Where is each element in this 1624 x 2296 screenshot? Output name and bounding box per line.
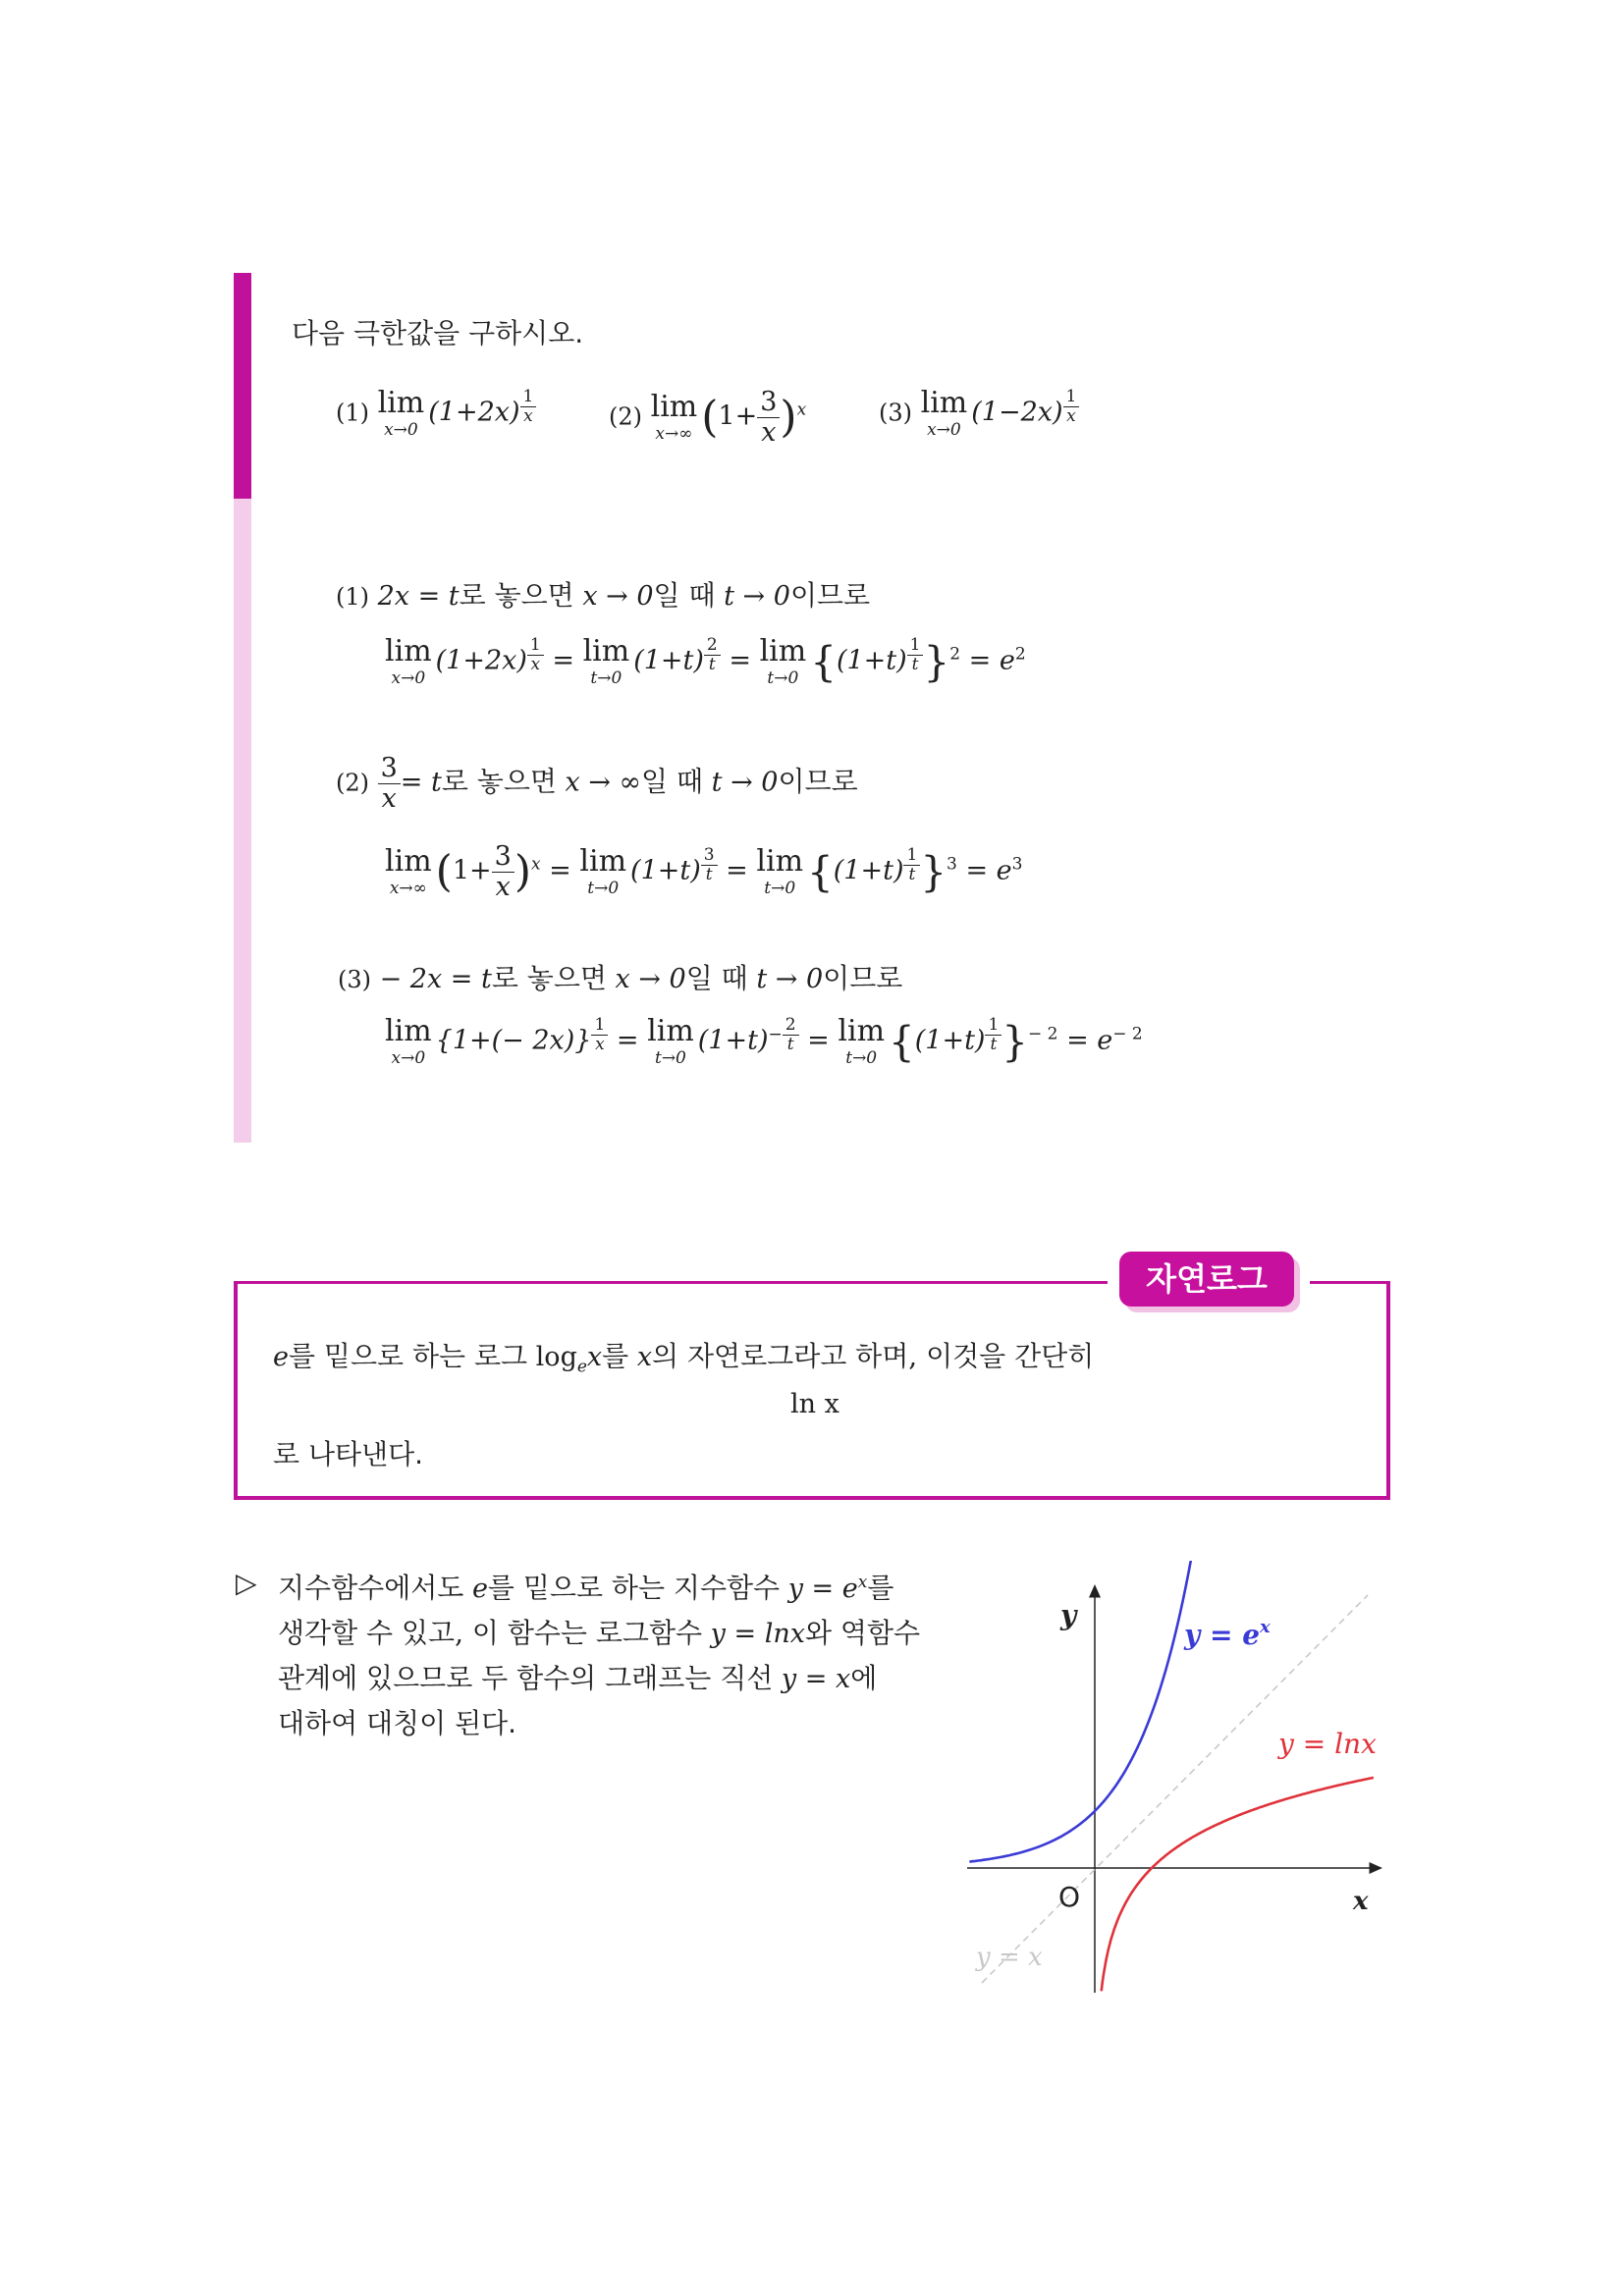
note-line-4: 대하여 대칭이 된다. <box>278 1707 517 1739</box>
note-line-3: 관계에 있으므로 두 함수의 그래프는 직선 y = x에 <box>278 1662 878 1694</box>
problem-prompt: 다음 극한값을 구하시오. <box>292 317 584 349</box>
solution-accent-bar <box>234 499 251 1143</box>
note-marker: ▷ <box>236 1567 257 1599</box>
solution-1-equation: lim x→0 (1+2x) $^{\frac{1}{x}}$ = lim t→0 (1+t) $^{\frac{2}{t}}$ = lim t→0 {(1+t) $^{\frac{1}{t}}$ }$^2 = e^2$ <box>385 633 1026 688</box>
problem-accent-bar <box>234 273 251 499</box>
ln-curve <box>1102 1778 1374 1992</box>
solution-2-equation: lim x→∞ (1+ $\frac{3}{x}$ )$^x$ = lim t→0 (1+t) $^{\frac{3}{t}}$ = lim t→0 {(1+t) $^{\frac{1}{t}}$ }$^3 = e^3$ <box>385 841 1023 902</box>
y-axis-label: y <box>1060 1599 1077 1631</box>
solution-2-condition: (2) $\frac{3}{x}$ = t로 놓으면 x → ∞일 때 t → 0이므로 <box>336 753 858 814</box>
solution-1-condition: (1) 2x = t로 놓으면 x → 0일 때 t → 0이므로 <box>336 579 871 612</box>
note-line-1: 지수함수에서도 e를 밑으로 하는 지수함수 $y = e^x$를 <box>278 1572 894 1604</box>
problem-item-3: (3) lim x→0 (1−2x) $^{\frac{1}{x}}$ <box>879 388 1079 439</box>
item-number: (3) <box>879 399 912 427</box>
natural-log-tag: 자연로그 <box>1119 1252 1294 1307</box>
solution-3-condition: (3) − 2x = t로 놓으면 x → 0일 때 t → 0이므로 <box>338 962 903 994</box>
natural-log-line-1: e를 밑으로 하는 로그 $\log_ex$를 x의 자연로그라고 하며, 이것을 간단히 <box>273 1340 1095 1377</box>
exp-curve <box>969 1561 1191 1862</box>
origin-label: O <box>1058 1881 1081 1913</box>
natural-log-notation: ln x <box>790 1389 839 1419</box>
x-axis-label: x <box>1353 1887 1369 1916</box>
diagonal-label: y = x <box>976 1943 1043 1972</box>
natural-log-line-3: 로 나타낸다. <box>273 1438 424 1470</box>
solution-3-equation: lim x→0 {1+(− 2x)} $^{\frac{1}{x}}$ = lim t→0 $(1+t)^{- \frac{2}{t}}$ = lim t→0 {(1+t) $^{\frac{1}{t}}$ }$^{- 2} = e^{- 2}$ <box>385 1013 1143 1068</box>
problem-item-1: (1) lim x→0 (1+2x) $^{\frac{1}{x}}$ <box>336 388 536 439</box>
ln-curve-label: y = lnx <box>1278 1728 1377 1760</box>
problem-item-2: (2) lim x→∞ (1+ $\frac{3}{x}$ )$^x$ <box>609 387 807 448</box>
item-number: (1) <box>336 399 369 427</box>
exp-curve-label: $y = e^x$ <box>1184 1617 1271 1651</box>
item-number: (2) <box>609 402 642 431</box>
note-line-2: 생각할 수 있고, 이 함수는 로그함수 y = lnx와 역함수 <box>278 1617 921 1649</box>
diagonal-line-y-equals-x <box>982 1595 1368 1983</box>
exp-ln-graph <box>952 1561 1394 2002</box>
